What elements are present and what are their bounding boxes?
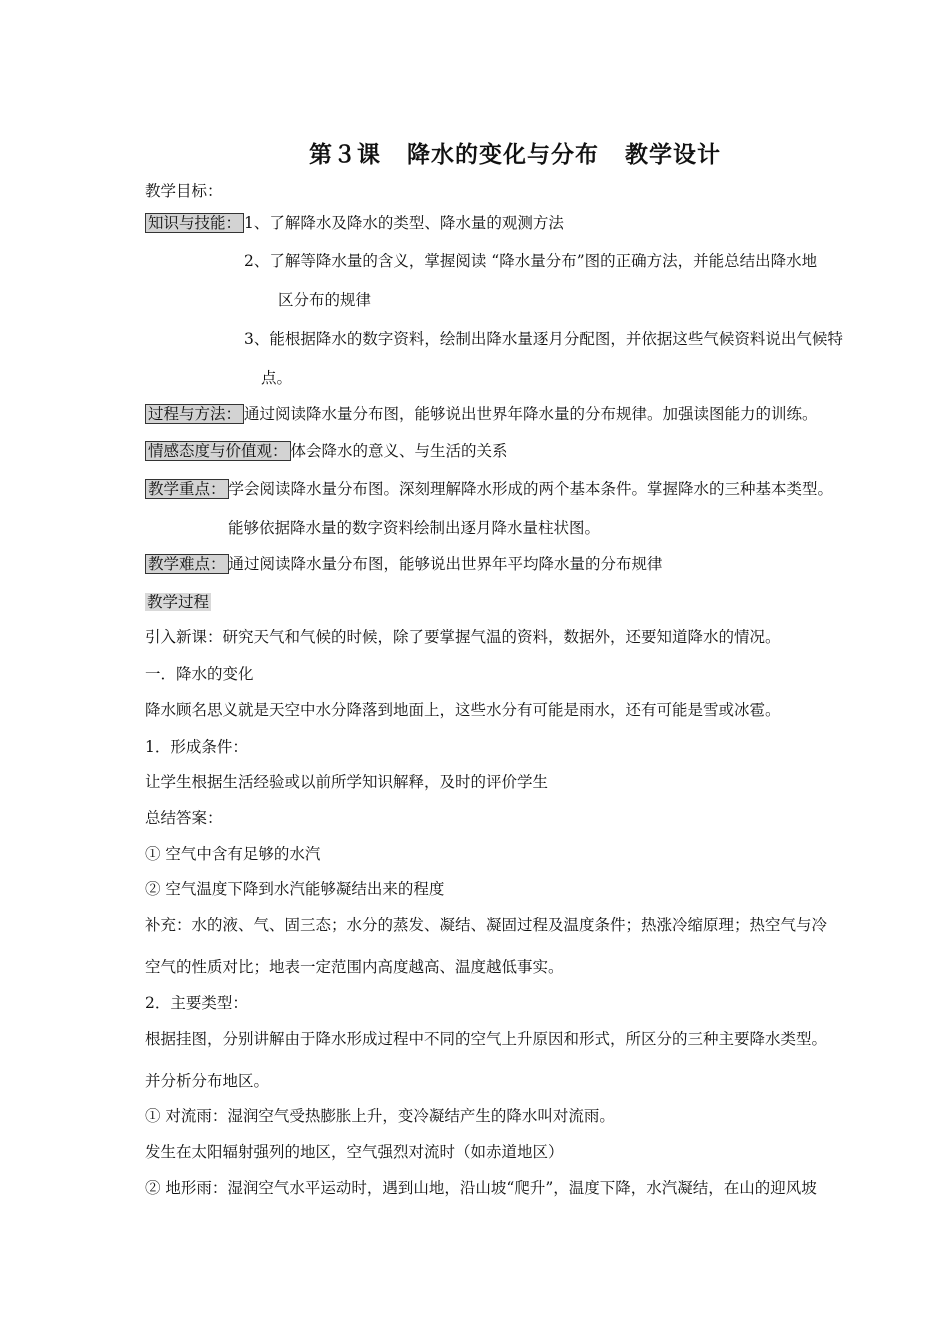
body-line: ② 地形雨：湿润空气水平运动时，遇到山地，沿山坡“爬升”，温度下降，水汽凝结，在山的迎风坡 <box>145 1179 817 1197</box>
knowledge-row <box>145 213 564 233</box>
title-topic: 降水的变化与分布 <box>407 141 599 168</box>
body-line: 空气的性质对比；地表一定范围内高度越高、温度越低事实。 <box>145 958 564 976</box>
emotion-tag: 情感态度与价值观： <box>145 441 291 461</box>
body-line: 补充：水的液、气、固三态；水分的蒸发、凝结、凝固过程及温度条件；热涨冷缩原理；热空气与冷 <box>145 916 828 934</box>
difficulties-tag: 教学难点： <box>145 554 229 574</box>
key-points-text-a: 学会阅读降水量分布图。深刻理解降水形成的两个基本条件。掌握降水的三种基本类型。 <box>228 480 834 498</box>
difficulties-text: 通过阅读降水量分布图，能够说出世界年平均降水量的分布规律 <box>228 555 663 573</box>
body-line: 一．降水的变化 <box>145 665 254 683</box>
title-lesson: 第３课 <box>309 141 381 168</box>
title-type: 教学设计 <box>625 141 721 168</box>
body-line: 1．形成条件： <box>145 738 248 756</box>
body-line: 并分析分布地区。 <box>145 1072 270 1090</box>
process-text: 通过阅读降水量分布图，能够说出世界年降水量的分布规律。加强读图能力的训练。 <box>244 405 818 423</box>
body-line: 总结答案： <box>145 809 223 827</box>
key-points-row <box>145 479 833 499</box>
key-points-text-b: 能够依据降水量的数字资料绘制出逐月降水量柱状图。 <box>228 519 601 537</box>
process-tag: 过程与方法： <box>145 404 244 424</box>
body-line: 发生在太阳辐射强列的地区，空气强烈对流时（如赤道地区） <box>145 1143 564 1161</box>
knowledge-item-3a: 3、能根据降水的数字资料，绘制出降水量逐月分配图，并依据这些气候资料说出气候特 <box>244 330 843 348</box>
body-line: 2．主要类型： <box>145 994 248 1012</box>
process-row <box>145 404 818 424</box>
objectives-heading: 教学目标： <box>145 182 223 200</box>
emotion-row <box>145 441 508 461</box>
body-line: 降水顾名思义就是天空中水分降落到地面上，这些水分有可能是雨水，还有可能是雪或冰雹。 <box>145 701 781 719</box>
body-line: 引入新课：研究天气和气候的时候，除了要掌握气温的资料，数据外，还要知道降水的情况。 <box>145 628 781 646</box>
emotion-text: 体会降水的意义、与生活的关系 <box>290 442 508 460</box>
knowledge-item-2b: 区分布的规律 <box>278 291 372 309</box>
knowledge-tag: 知识与技能： <box>145 213 244 233</box>
body-line: ② 空气温度下降到水汽能够凝结出来的程度 <box>145 880 445 898</box>
body-line: ① 空气中含有足够的水汽 <box>145 845 321 863</box>
difficulties-row <box>145 554 663 574</box>
knowledge-item-3b: 点。 <box>261 369 293 387</box>
key-points-tag: 教学重点： <box>145 479 229 499</box>
body-line: 让学生根据生活经验或以前所学知识解释，及时的评价学生 <box>145 773 549 791</box>
body-line: 根据挂图，分别讲解由于降水形成过程中不同的空气上升原因和形式，所区分的三种主要降水类型。 <box>145 1030 828 1048</box>
body-line: ① 对流雨：湿润空气受热膨胀上升，变冷凝结产生的降水叫对流雨。 <box>145 1107 615 1125</box>
knowledge-item-2a: 2、了解等降水量的含义，掌握阅读 “降水量分布”图的正确方法，并能总结出降水地 <box>244 252 818 270</box>
knowledge-item-1: 1、了解降水及降水的类型、降水量的观测方法 <box>244 214 564 232</box>
page-title <box>0 136 950 169</box>
teaching-process-heading: 教学过程 <box>147 593 210 611</box>
